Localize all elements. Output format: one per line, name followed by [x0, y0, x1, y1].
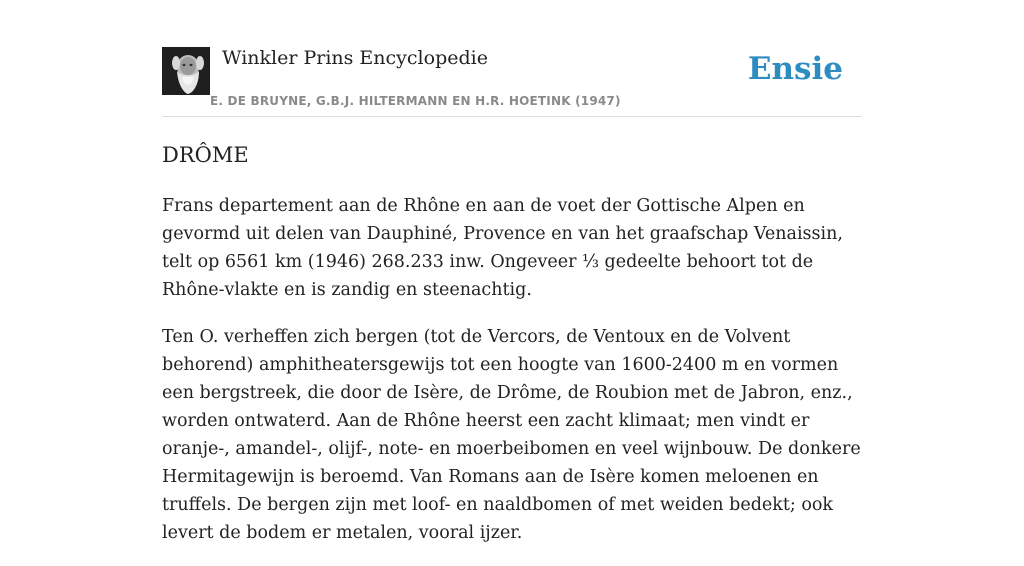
- article-body: [162, 192, 862, 566]
- author-portrait-icon: [162, 47, 210, 95]
- source-authors: E. DE BRUYNE, G.B.J. HILTERMANN EN H.R. HOETINK (1947): [210, 94, 621, 108]
- article-paragraph: Frans departement aan de Rhône en aan de voet der Gottische Alpen en gevormd uit delen van Dauphiné, Provence en van het graafschap Venaissin, telt op 6561 km (1946) 268.233 inw. Ongeveer ⅓ gedeelte behoort tot de Rhône-vlakte en is zandig en steenachtig.: [162, 196, 843, 300]
- article-paragraph: Ten O. verheffen zich bergen (tot de Vercors, de Ventoux en de Volvent behorend) amphitheatersgewijs tot een hoogte van 1600-2400 m en vormen een bergstreek, die door de Isère, de Drôme, de Roubion met de Jabron, enz., worden ontwaterd. Aan de Rhône heerst een zacht klimaat; men vindt er oranje-, amandel-, olijf-, note- en moerbeibomen en veel wijnbouw. De donkere Hermitagewijn is beroemd. Van Romans aan de Isère komen meloenen en truffels. De bergen zijn met loof- en naaldbomen of met weiden bedekt; ook levert de bodem er metalen, vooral ijzer.: [162, 327, 861, 543]
- source-title[interactable]: Winkler Prins Encyclopedie: [222, 47, 488, 69]
- source-header: [162, 0, 862, 117]
- author-avatar: [162, 47, 210, 95]
- article-title: DRÔME: [162, 143, 249, 167]
- main-content: [162, 0, 862, 543]
- brand-logo-link[interactable]: Ensie: [747, 51, 843, 87]
